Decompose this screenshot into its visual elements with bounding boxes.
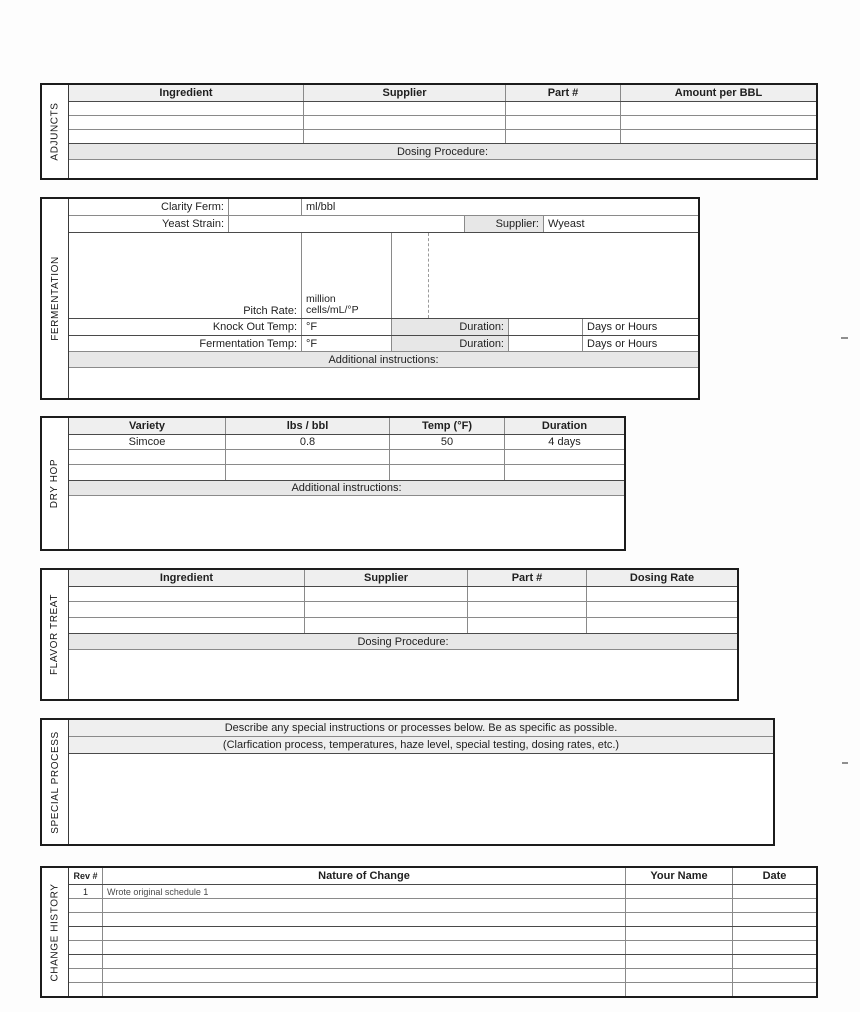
cell-variety[interactable] xyxy=(69,450,226,464)
section-fermentation xyxy=(40,197,700,400)
cell-part[interactable] xyxy=(468,618,587,633)
cell-variety[interactable] xyxy=(69,465,226,480)
table-row xyxy=(69,983,816,996)
cell-nature-of-change[interactable] xyxy=(103,969,626,982)
table-row xyxy=(69,130,816,144)
cell-part[interactable] xyxy=(468,587,587,601)
cell-your-name[interactable] xyxy=(626,983,733,996)
scan-artifact xyxy=(842,762,848,764)
knock-out-duration-input[interactable] xyxy=(509,319,583,335)
section-label-text: FERMENTATION xyxy=(49,256,61,341)
table-row xyxy=(69,587,737,602)
col-header-ingredient: Ingredient xyxy=(69,570,305,586)
cell-ingredient[interactable] xyxy=(69,618,305,633)
col-header-part: Part # xyxy=(506,85,621,101)
col-header-supplier: Supplier xyxy=(304,85,506,101)
table-row xyxy=(69,602,737,618)
cell-rev[interactable] xyxy=(69,955,103,968)
table-row xyxy=(69,102,816,116)
cell-date[interactable] xyxy=(733,885,816,898)
additional-instructions-row xyxy=(69,481,624,496)
special-instructions-value[interactable] xyxy=(69,754,773,844)
cell-duration[interactable] xyxy=(505,465,624,480)
dosing-procedure-label: Dosing Procedure: xyxy=(69,634,737,649)
dosing-procedure-input-row[interactable] xyxy=(69,650,737,699)
cell-rev[interactable]: 1 xyxy=(69,885,103,898)
col-header-duration: Duration xyxy=(505,418,624,434)
table-row xyxy=(69,885,816,899)
section-label-fermentation xyxy=(42,199,69,398)
cell-date[interactable] xyxy=(733,983,816,996)
cell-ingredient[interactable] xyxy=(69,130,304,143)
section-flavor-treat xyxy=(40,568,739,701)
knock-out-temp-unit[interactable]: °F xyxy=(302,319,392,335)
fermentation-temp-unit[interactable]: °F xyxy=(302,336,392,351)
cell-ingredient[interactable] xyxy=(69,587,305,601)
pitch-rate-row xyxy=(69,233,698,319)
table-header-row xyxy=(69,570,737,587)
section-label-text: CHANGE HISTORY xyxy=(49,882,61,982)
cell-your-name[interactable] xyxy=(626,969,733,982)
cell-nature-of-change[interactable] xyxy=(103,941,626,954)
yeast-strain-label: Yeast Strain: xyxy=(69,216,229,232)
cell-temp[interactable] xyxy=(390,465,505,480)
pitch-rate-input[interactable] xyxy=(392,233,429,318)
table-header-row xyxy=(69,868,816,885)
table-row xyxy=(69,899,816,913)
cell-nature-of-change[interactable] xyxy=(103,955,626,968)
cell-nature-of-change[interactable] xyxy=(103,927,626,940)
cell-dosing-rate[interactable] xyxy=(587,587,737,601)
table-header-row xyxy=(69,418,624,435)
pitch-unit-line2: cells/mL/°P xyxy=(306,304,359,317)
special-instructions-line1: Describe any special instructions or processes below. Be as specific as possible. xyxy=(69,720,773,736)
cell-lbs-bbl[interactable] xyxy=(226,465,390,480)
dosing-procedure-row xyxy=(69,144,816,160)
cell-your-name[interactable] xyxy=(626,941,733,954)
yeast-supplier-value[interactable]: Wyeast xyxy=(548,218,585,230)
cell-your-name[interactable] xyxy=(626,927,733,940)
table-row xyxy=(69,435,624,450)
additional-instructions-value[interactable] xyxy=(69,368,698,398)
cell-date[interactable] xyxy=(733,955,816,968)
fermentation-duration-label: Duration: xyxy=(392,336,509,351)
cell-date[interactable] xyxy=(733,969,816,982)
fermentation-duration-unit: Days or Hours xyxy=(587,337,658,350)
dry-hop-table xyxy=(69,418,624,549)
cell-ingredient[interactable] xyxy=(69,602,305,617)
section-change-history xyxy=(40,866,818,998)
section-label-change-history xyxy=(42,868,69,996)
pitch-rate-label: Pitch Rate: xyxy=(69,233,302,318)
fermentation-temp-row xyxy=(69,336,698,352)
table-row xyxy=(69,618,737,634)
cell-ingredient[interactable] xyxy=(69,102,304,115)
cell-your-name[interactable] xyxy=(626,955,733,968)
col-header-your-name: Your Name xyxy=(626,868,733,884)
col-header-rev: Rev # xyxy=(69,868,103,884)
section-label-dry-hop xyxy=(42,418,69,549)
cell-nature-of-change[interactable] xyxy=(103,983,626,996)
cell-part[interactable] xyxy=(506,102,621,115)
cell-part[interactable] xyxy=(506,116,621,129)
cell-date[interactable] xyxy=(733,913,816,926)
special-process-table xyxy=(69,720,773,844)
scan-artifact xyxy=(841,337,848,339)
pitch-rate-unit xyxy=(302,233,392,318)
col-header-date: Date xyxy=(762,870,787,882)
cell-amount[interactable] xyxy=(621,102,816,115)
table-row xyxy=(69,116,816,130)
knock-out-duration-label: Duration: xyxy=(392,319,509,335)
section-adjuncts xyxy=(40,83,818,180)
table-row xyxy=(69,927,816,941)
cell-lbs-bbl[interactable] xyxy=(226,450,390,464)
yeast-supplier-label: Supplier: xyxy=(465,216,544,232)
cell-date[interactable] xyxy=(733,927,816,940)
col-header-temp: Temp (°F) xyxy=(390,418,505,434)
cell-ingredient[interactable] xyxy=(69,116,304,129)
section-label-flavor-treat xyxy=(42,570,69,699)
clarity-ferm-unit: ml/bbl xyxy=(306,201,336,213)
cell-nature-of-change[interactable]: Wrote original schedule 1 xyxy=(103,885,626,898)
table-row xyxy=(69,450,624,465)
pitch-unit-line1: million xyxy=(306,292,336,305)
flavor-treat-table xyxy=(69,570,737,699)
additional-instructions-input-row[interactable] xyxy=(69,496,624,549)
col-header-amount: Amount per BBL xyxy=(621,85,816,101)
table-row xyxy=(69,465,624,481)
dosing-procedure-value[interactable] xyxy=(69,160,816,178)
knock-out-temp-row xyxy=(69,319,698,336)
section-dry-hop xyxy=(40,416,626,551)
col-header-variety: Variety xyxy=(69,418,226,434)
cell-supplier[interactable] xyxy=(305,602,468,617)
table-row xyxy=(69,955,816,969)
cell-nature-of-change[interactable] xyxy=(103,899,626,912)
knock-out-temp-label: Knock Out Temp: xyxy=(69,319,302,335)
section-label-text: ADJUNCTS xyxy=(49,102,61,161)
col-header-lbs-bbl: lbs / bbl xyxy=(226,418,390,434)
cell-your-name[interactable] xyxy=(626,913,733,926)
col-header-supplier: Supplier xyxy=(305,570,468,586)
cell-supplier[interactable] xyxy=(304,116,506,129)
cell-temp[interactable]: 50 xyxy=(390,435,505,449)
cell-rev[interactable] xyxy=(69,983,103,996)
cell-supplier[interactable] xyxy=(304,102,506,115)
yeast-strain-input[interactable] xyxy=(229,216,465,232)
clarity-ferm-row xyxy=(69,199,698,216)
cell-duration[interactable]: 4 days xyxy=(548,436,581,448)
fermentation-table xyxy=(69,199,698,398)
yeast-strain-row xyxy=(69,216,698,233)
special-instructions-line1-row xyxy=(69,720,773,737)
cell-supplier[interactable] xyxy=(305,618,468,633)
cell-duration[interactable] xyxy=(505,450,624,464)
cell-supplier[interactable] xyxy=(305,587,468,601)
col-header-dosing-rate: Dosing Rate xyxy=(587,570,737,586)
clarity-ferm-label: Clarity Ferm: xyxy=(69,199,229,215)
dosing-procedure-label: Dosing Procedure: xyxy=(69,144,816,159)
cell-part[interactable] xyxy=(506,130,621,143)
dosing-procedure-value[interactable] xyxy=(69,650,737,699)
cell-variety[interactable]: Simcoe xyxy=(69,435,226,449)
section-label-text: DRY HOP xyxy=(49,458,61,509)
cell-date[interactable] xyxy=(733,899,816,912)
cell-rev[interactable] xyxy=(69,969,103,982)
fermentation-duration-input[interactable] xyxy=(509,336,583,351)
pitch-rate-unit-text xyxy=(306,294,359,317)
table-header-row xyxy=(69,85,816,102)
dosing-procedure-row xyxy=(69,634,737,650)
cell-dosing-rate[interactable] xyxy=(587,618,737,633)
fermentation-temp-label: Fermentation Temp: xyxy=(69,336,302,351)
dosing-procedure-input-row[interactable] xyxy=(69,160,816,178)
cell-rev[interactable] xyxy=(69,927,103,940)
table-row xyxy=(69,941,816,955)
cell-part[interactable] xyxy=(468,602,587,617)
table-row xyxy=(69,969,816,983)
additional-instructions-row xyxy=(69,352,698,368)
cell-rev[interactable] xyxy=(69,941,103,954)
cell-amount[interactable] xyxy=(621,130,816,143)
section-label-special-process xyxy=(42,720,69,844)
special-instructions-line2: (Clarfication process, temperatures, haze level, special testing, dosing rates, etc.) xyxy=(69,737,773,753)
change-history-table xyxy=(69,868,816,996)
cell-lbs-bbl[interactable]: 0.8 xyxy=(226,435,390,449)
col-header-part: Part # xyxy=(468,570,587,586)
cell-dosing-rate[interactable] xyxy=(587,602,737,617)
clarity-ferm-input[interactable] xyxy=(229,199,302,215)
cell-supplier[interactable] xyxy=(304,130,506,143)
additional-instructions-input-row[interactable] xyxy=(69,368,698,398)
cell-date[interactable] xyxy=(733,941,816,954)
knock-out-duration-unit: Days or Hours xyxy=(587,321,658,333)
col-header-nature-of-change: Nature of Change xyxy=(103,868,626,884)
cell-temp[interactable] xyxy=(390,450,505,464)
cell-rev[interactable] xyxy=(69,899,103,912)
cell-nature-of-change[interactable] xyxy=(103,913,626,926)
cell-your-name[interactable] xyxy=(626,899,733,912)
additional-instructions-value[interactable] xyxy=(69,496,624,549)
table-row xyxy=(69,913,816,927)
col-header-ingredient: Ingredient xyxy=(69,85,304,101)
adjuncts-table xyxy=(69,85,816,178)
additional-instructions-label: Additional instructions: xyxy=(69,481,624,495)
section-label-adjuncts xyxy=(42,85,69,178)
section-label-text: SPECIAL PROCESS xyxy=(49,730,61,834)
pitch-rate-notes-area[interactable] xyxy=(429,233,698,318)
cell-rev[interactable] xyxy=(69,913,103,926)
section-label-text: FLAVOR TREAT xyxy=(49,593,61,676)
additional-instructions-label: Additional instructions: xyxy=(69,352,698,367)
section-special-process xyxy=(40,718,775,846)
cell-your-name[interactable] xyxy=(626,885,733,898)
special-instructions-input-row[interactable] xyxy=(69,754,773,844)
special-instructions-line2-row xyxy=(69,737,773,754)
cell-amount[interactable] xyxy=(621,116,816,129)
